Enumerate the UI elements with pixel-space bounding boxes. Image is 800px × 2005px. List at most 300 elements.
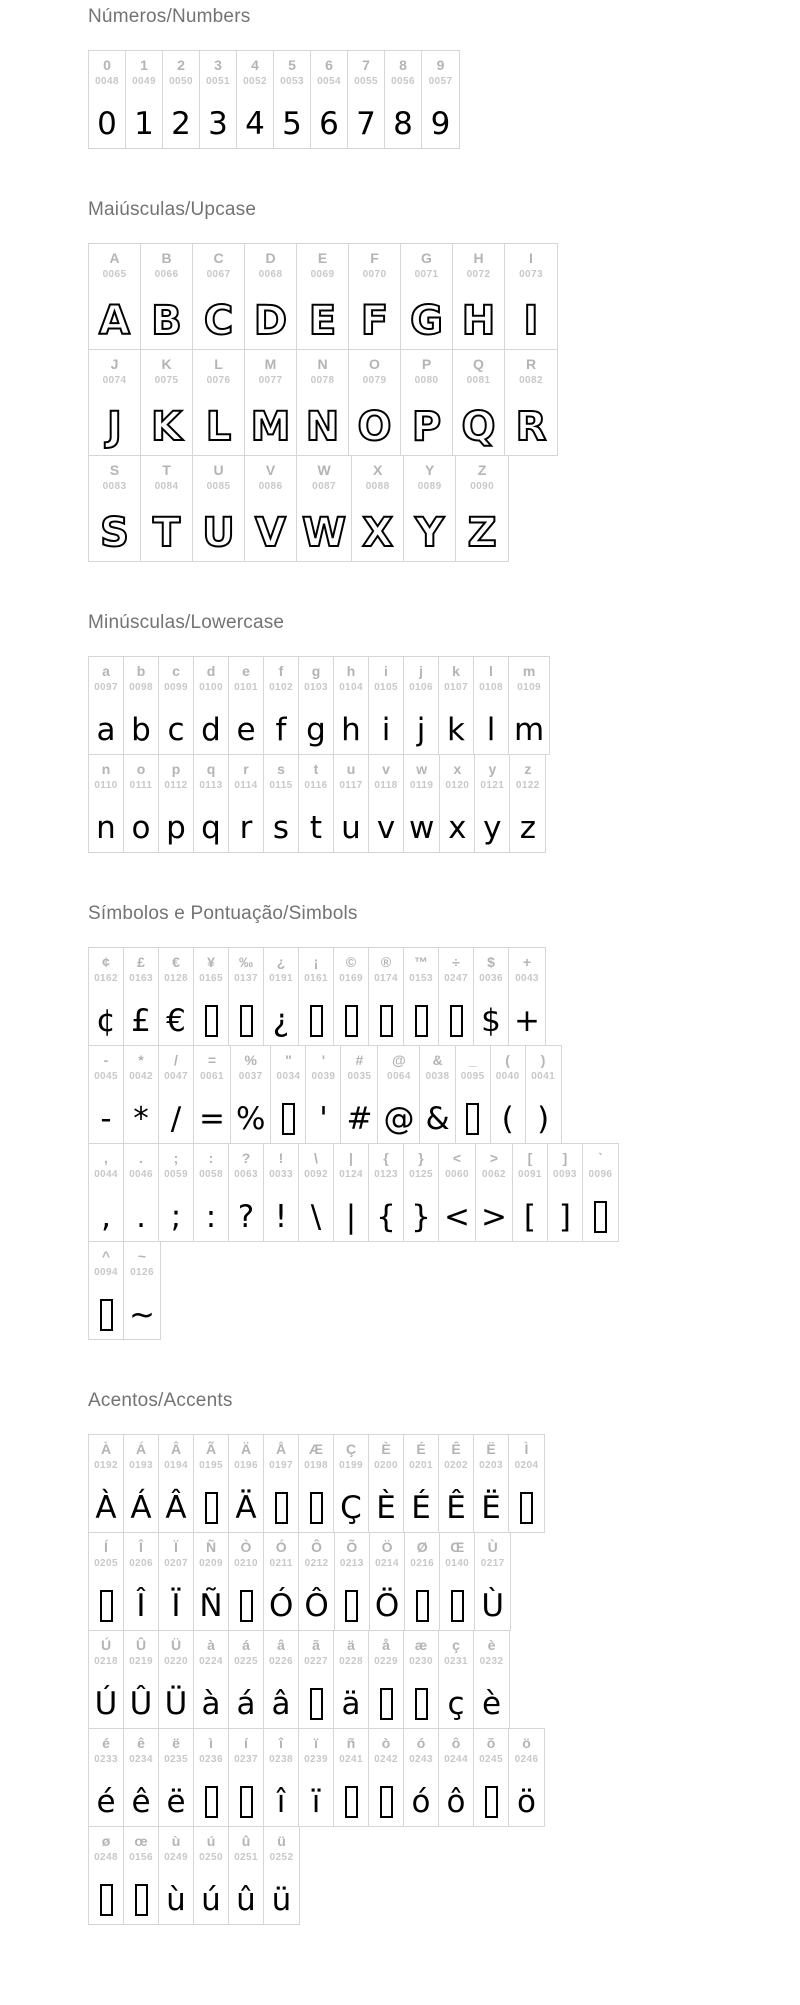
- glyph-missing: [416, 1576, 429, 1622]
- glyph: 4: [245, 106, 265, 142]
- unicode-code: 0230: [409, 1656, 433, 1667]
- missing-glyph-box: [310, 1492, 323, 1524]
- reference-char: P: [421, 356, 432, 372]
- missing-glyph-box: [451, 1590, 464, 1622]
- reference-char: G: [421, 250, 432, 266]
- unicode-code: 0209: [199, 1558, 223, 1569]
- glyph: a: [96, 712, 116, 748]
- unicode-code: 0226: [269, 1656, 293, 1667]
- glyph: n: [96, 810, 116, 846]
- glyph-cell: [509, 657, 549, 754]
- glyph-cell: [89, 1729, 124, 1826]
- glyph-cell: [299, 1533, 334, 1630]
- reference-char: [: [527, 1150, 533, 1166]
- unicode-code: 0206: [129, 1558, 153, 1569]
- reference-char: 1: [140, 57, 148, 73]
- reference-char: V: [265, 462, 276, 478]
- glyph: ï: [311, 1784, 321, 1820]
- glyph-cell: [159, 1631, 194, 1728]
- reference-char: {: [383, 1150, 389, 1166]
- glyph-cell: [89, 1144, 124, 1241]
- glyph-cell: [264, 1533, 299, 1630]
- glyph-cell: [474, 657, 509, 754]
- unicode-code: 0048: [95, 76, 119, 87]
- reference-char: ~: [137, 1248, 147, 1264]
- glyph-missing: [205, 1772, 218, 1818]
- reference-char: R: [525, 356, 537, 372]
- reference-char: õ: [486, 1735, 496, 1751]
- reference-char: Â: [170, 1441, 182, 1457]
- missing-glyph-box: [240, 1005, 253, 1037]
- glyph-cell: [348, 51, 385, 148]
- missing-glyph-box: [282, 1103, 295, 1135]
- reference-char: D: [265, 250, 276, 266]
- reference-char: ô: [451, 1735, 461, 1751]
- unicode-code: 0069: [310, 269, 335, 280]
- glyph: 0: [97, 106, 117, 142]
- reference-char: E: [317, 250, 328, 266]
- unicode-code: 0096: [588, 1169, 613, 1180]
- unicode-code: 0239: [304, 1754, 328, 1765]
- glyph-cell: [349, 244, 401, 349]
- reference-char: B: [161, 250, 172, 266]
- reference-char: œ: [134, 1833, 148, 1849]
- glyph-cell: [299, 1729, 334, 1826]
- glyph: [: [523, 1199, 537, 1235]
- unicode-code: 0237: [234, 1754, 258, 1765]
- section-accents: [88, 1390, 800, 1925]
- glyph-cell: [89, 244, 141, 349]
- unicode-code: 0203: [479, 1460, 503, 1471]
- glyph-missing: [450, 991, 463, 1037]
- unicode-code: 0108: [479, 682, 503, 693]
- missing-glyph-box: [415, 1005, 428, 1037]
- unicode-code: 0125: [409, 1169, 433, 1180]
- unicode-code: 0067: [206, 269, 231, 280]
- reference-char: å: [382, 1637, 390, 1653]
- reference-char: 6: [325, 57, 333, 73]
- glyph: b: [131, 712, 151, 748]
- glyph-cell: [474, 1435, 509, 1532]
- unicode-code: 0220: [164, 1656, 188, 1667]
- glyph-cell: [404, 755, 440, 852]
- unicode-code: 0233: [94, 1754, 118, 1765]
- reference-char: À: [100, 1441, 112, 1457]
- reference-char: <: [452, 1150, 462, 1166]
- unicode-code: 0089: [417, 481, 442, 492]
- unicode-code: 0246: [514, 1754, 539, 1765]
- glyph: Ê: [446, 1490, 466, 1526]
- glyph-cell: [194, 657, 229, 754]
- reference-char: q: [206, 761, 216, 777]
- glyph-missing: [345, 1772, 358, 1818]
- glyph-row: [88, 50, 460, 149]
- glyph: à: [201, 1686, 221, 1722]
- unicode-code: 0065: [102, 269, 127, 280]
- glyph-cell: [335, 1533, 370, 1630]
- glyph-cell: [440, 1533, 475, 1630]
- reference-char: Å: [275, 1441, 287, 1457]
- reference-char: Ù: [487, 1539, 498, 1555]
- glyph: 8: [393, 106, 413, 142]
- unicode-code: 0059: [164, 1169, 188, 1180]
- unicode-code: 0200: [374, 1460, 398, 1471]
- unicode-code: 0083: [102, 481, 127, 492]
- reference-char: €: [172, 954, 180, 970]
- unicode-code: 0216: [410, 1558, 435, 1569]
- glyph-cell: [456, 1046, 491, 1143]
- unicode-code: 0211: [269, 1558, 293, 1569]
- glyph-missing: [240, 1576, 253, 1622]
- glyph-cell: [385, 51, 422, 148]
- unicode-code: 0055: [354, 76, 378, 87]
- glyph-cell: [404, 1144, 439, 1241]
- unicode-code: 0094: [94, 1267, 118, 1278]
- reference-char: ): [540, 1052, 546, 1068]
- glyph-cell: [404, 1729, 439, 1826]
- unicode-code: 0099: [164, 682, 188, 693]
- reference-char: ¡: [313, 954, 319, 970]
- glyph: X: [362, 510, 394, 556]
- unicode-code: 0113: [199, 780, 223, 791]
- glyph: ,: [101, 1199, 111, 1235]
- unicode-code: 0036: [479, 973, 503, 984]
- glyph: M: [250, 404, 291, 450]
- glyph-cell: [264, 1827, 299, 1924]
- reference-char: #: [355, 1052, 364, 1068]
- missing-glyph-box: [240, 1590, 253, 1622]
- glyph: >: [480, 1199, 507, 1235]
- unicode-code: 0045: [94, 1071, 118, 1082]
- glyph-cell: [306, 1046, 341, 1143]
- reference-char: Œ: [450, 1539, 465, 1555]
- glyph-cell: [404, 456, 456, 561]
- reference-char: à: [207, 1637, 215, 1653]
- unicode-code: 0197: [269, 1460, 293, 1471]
- unicode-code: 0040: [495, 1071, 520, 1082]
- glyph-cell: [229, 1827, 264, 1924]
- glyph-missing: [380, 1772, 393, 1818]
- unicode-code: 0071: [414, 269, 439, 280]
- reference-char: Í: [104, 1539, 108, 1555]
- glyph-row: [88, 1826, 300, 1925]
- glyph-cell: [264, 1631, 299, 1728]
- reference-char: Ñ: [205, 1539, 217, 1555]
- glyph-cell: [297, 456, 352, 561]
- glyph-cell: [370, 1533, 405, 1630]
- unicode-code: 0225: [234, 1656, 258, 1667]
- glyph-cell: [124, 1827, 159, 1924]
- glyph: ?: [237, 1199, 255, 1235]
- glyph-cell: [159, 657, 194, 754]
- glyph: k: [447, 712, 465, 748]
- glyph: g: [306, 712, 326, 748]
- glyph: Ë: [481, 1490, 501, 1526]
- glyph: ~: [129, 1297, 155, 1333]
- reference-char: (: [505, 1052, 510, 1068]
- reference-char: U: [213, 462, 224, 478]
- glyph-cell: [349, 350, 401, 455]
- unicode-code: 0227: [304, 1656, 328, 1667]
- glyph-cell: [264, 657, 299, 754]
- glyph-missing: [345, 1576, 358, 1622]
- reference-char: ñ: [346, 1735, 356, 1751]
- reference-char: Ø: [416, 1539, 428, 1555]
- glyph: !: [274, 1199, 288, 1235]
- reference-char: &: [432, 1052, 443, 1068]
- reference-char: ö: [522, 1735, 531, 1751]
- reference-char: %: [244, 1052, 257, 1068]
- missing-glyph-box: [380, 1005, 393, 1037]
- reference-char: Ú: [100, 1637, 112, 1653]
- reference-char: +: [522, 954, 532, 970]
- unicode-code: 0123: [374, 1169, 398, 1180]
- unicode-code: 0119: [410, 780, 434, 791]
- unicode-code: 0088: [365, 481, 390, 492]
- reference-char: |: [349, 1150, 353, 1166]
- glyph-cell: [124, 948, 159, 1045]
- glyph: H: [461, 298, 496, 344]
- glyph: Û: [129, 1686, 153, 1722]
- glyph-cell: [229, 1729, 264, 1826]
- glyph-cell: [526, 1046, 561, 1143]
- glyph: |: [345, 1199, 357, 1235]
- reference-char: ;: [173, 1150, 179, 1166]
- glyph-cell: [229, 657, 264, 754]
- reference-char: L: [214, 356, 223, 372]
- unicode-code: 0052: [243, 76, 267, 87]
- glyph-cell: [159, 1729, 194, 1826]
- glyph-cell: [505, 244, 557, 349]
- glyph-cell: [193, 350, 245, 455]
- glyph-cell: [229, 948, 264, 1045]
- glyph: Î: [136, 1588, 146, 1624]
- section-numbers: [88, 6, 800, 149]
- reference-char: d: [206, 663, 216, 679]
- reference-char: -: [103, 1052, 109, 1068]
- glyph-cell: [297, 244, 349, 349]
- glyph-cell: [510, 755, 545, 852]
- reference-char: ç: [452, 1637, 460, 1653]
- glyph-cell: [264, 948, 299, 1045]
- unicode-code: 0224: [199, 1656, 223, 1667]
- glyph-cell: [352, 456, 404, 561]
- reference-char: K: [161, 356, 172, 372]
- glyph: 5: [282, 106, 302, 142]
- glyph-cell: [229, 1533, 264, 1630]
- glyph-cell: [89, 755, 124, 852]
- glyph-cell: [193, 456, 245, 561]
- reference-char: ': [321, 1052, 326, 1068]
- glyph-cell: [124, 1729, 159, 1826]
- glyph-cell: [474, 948, 509, 1045]
- reference-char: n: [101, 761, 111, 777]
- glyph: ': [319, 1101, 328, 1137]
- unicode-code: 0081: [466, 375, 491, 386]
- unicode-code: 0174: [374, 973, 398, 984]
- glyph-cell: [404, 948, 439, 1045]
- unicode-code: 0207: [164, 1558, 188, 1569]
- unicode-code: 0075: [154, 375, 179, 386]
- reference-char: @: [392, 1052, 406, 1068]
- reference-char: W: [317, 462, 331, 478]
- reference-char: ø: [101, 1833, 111, 1849]
- unicode-code: 0078: [310, 375, 335, 386]
- glyph: ô: [446, 1784, 466, 1820]
- glyph: K: [151, 404, 182, 450]
- unicode-code: 0122: [515, 780, 540, 791]
- glyph: :: [205, 1199, 217, 1235]
- reference-char: ¢: [102, 954, 110, 970]
- glyph-cell: [404, 1435, 439, 1532]
- unicode-code: 0243: [409, 1754, 433, 1765]
- reference-char: f: [278, 663, 284, 679]
- unicode-code: 0054: [317, 76, 341, 87]
- unicode-code: 0198: [304, 1460, 328, 1471]
- unicode-code: 0046: [129, 1169, 153, 1180]
- unicode-code: 0043: [515, 973, 539, 984]
- unicode-code: 0120: [445, 780, 470, 791]
- unicode-code: 0073: [519, 269, 543, 280]
- glyph-row: [88, 455, 509, 562]
- glyph-cell: [231, 1046, 271, 1143]
- glyph-cell: [194, 1046, 231, 1143]
- reference-char: È: [381, 1441, 391, 1457]
- reference-char: x: [453, 761, 462, 777]
- glyph: &: [425, 1101, 450, 1137]
- glyph: 7: [356, 106, 376, 142]
- glyph-missing: [100, 1576, 113, 1622]
- unicode-code: 0087: [312, 481, 336, 492]
- glyph: Z: [467, 510, 497, 556]
- glyph-cell: [89, 657, 124, 754]
- glyph: s: [272, 810, 290, 846]
- reference-char: Ô: [311, 1539, 323, 1555]
- unicode-code: 0092: [304, 1169, 328, 1180]
- glyph-cell: [194, 755, 229, 852]
- reference-char: i: [384, 663, 388, 679]
- reference-char: c: [172, 663, 180, 679]
- glyph-cell: [229, 1631, 264, 1728]
- reference-char: X: [372, 462, 383, 478]
- reference-char: F: [370, 250, 379, 266]
- glyph-cell: [334, 1144, 369, 1241]
- glyph: Ç: [340, 1490, 362, 1526]
- glyph: ]: [558, 1199, 572, 1235]
- glyph: ;: [170, 1199, 182, 1235]
- glyph-row: [88, 1143, 619, 1242]
- unicode-code: 0192: [94, 1460, 118, 1471]
- glyph-missing: [594, 1187, 607, 1233]
- reference-char: *: [138, 1052, 144, 1068]
- glyph-cell: [369, 657, 404, 754]
- glyph-cell: [453, 350, 505, 455]
- unicode-code: 0218: [94, 1656, 118, 1667]
- reference-char: Ê: [451, 1441, 461, 1457]
- glyph: x: [448, 810, 467, 846]
- glyph: Ü: [164, 1686, 188, 1722]
- unicode-code: 0250: [199, 1852, 223, 1863]
- unicode-code: 0057: [428, 76, 453, 87]
- glyph-cell: [404, 1631, 439, 1728]
- glyph-cell: [264, 1435, 299, 1532]
- reference-char: s: [277, 761, 285, 777]
- unicode-code: 0199: [339, 1460, 363, 1471]
- unicode-code: 0049: [132, 76, 156, 87]
- reference-char: j: [419, 663, 423, 679]
- missing-glyph-box: [450, 1005, 463, 1037]
- glyph-missing: [275, 1478, 288, 1524]
- unicode-code: 0193: [129, 1460, 153, 1471]
- glyph: ù: [166, 1882, 186, 1918]
- unicode-code: 0212: [304, 1558, 329, 1569]
- glyph: 6: [319, 106, 339, 142]
- missing-glyph-box: [135, 1884, 148, 1916]
- unicode-code: 0091: [518, 1169, 542, 1180]
- glyph-cell: [194, 1435, 229, 1532]
- glyph-row: [88, 1630, 510, 1729]
- reference-char: /: [174, 1052, 178, 1068]
- glyph-cell: [439, 1729, 474, 1826]
- reference-char: Ç: [345, 1441, 357, 1457]
- missing-glyph-box: [205, 1005, 218, 1037]
- glyph: =: [199, 1101, 225, 1137]
- glyph-cell: [193, 244, 245, 349]
- glyph-cell: [89, 350, 141, 455]
- unicode-code: 0191: [269, 973, 293, 984]
- glyph-missing: [520, 1478, 533, 1524]
- glyph-missing: [415, 1674, 428, 1720]
- glyph-cell: [369, 1729, 404, 1826]
- glyph: O: [357, 404, 392, 450]
- reference-char: l: [489, 663, 493, 679]
- unicode-code: 0245: [479, 1754, 503, 1765]
- unicode-code: 0033: [269, 1169, 293, 1180]
- reference-char: æ: [414, 1637, 428, 1653]
- glyph-cell: [299, 1435, 334, 1532]
- reference-char: ©: [345, 954, 357, 970]
- glyph-cell: [89, 1631, 124, 1728]
- glyph-cell: [271, 1046, 306, 1143]
- reference-char: r: [243, 761, 249, 777]
- reference-char: Ò: [240, 1539, 252, 1555]
- glyph: /: [170, 1101, 182, 1137]
- unicode-code: 0106: [409, 682, 433, 693]
- glyph: T: [152, 510, 181, 556]
- glyph-missing: [100, 1870, 113, 1916]
- reference-char: w: [416, 761, 428, 777]
- reference-char: á: [242, 1637, 250, 1653]
- reference-char: }: [418, 1150, 424, 1166]
- glyph: #: [346, 1101, 373, 1137]
- unicode-code: 0104: [339, 682, 363, 693]
- glyph: î: [276, 1784, 286, 1820]
- unicode-code: 0217: [480, 1558, 505, 1569]
- glyph: G: [410, 298, 443, 344]
- unicode-code: 0077: [258, 375, 283, 386]
- reference-char: b: [136, 663, 146, 679]
- glyph-cell: [509, 948, 545, 1045]
- glyph: Q: [461, 404, 496, 450]
- unicode-code: 0244: [444, 1754, 468, 1765]
- reference-char: k: [452, 663, 460, 679]
- glyph: r: [239, 810, 253, 846]
- glyph-cell: [509, 1729, 544, 1826]
- unicode-code: 0041: [531, 1071, 556, 1082]
- glyph-cell: [264, 1729, 299, 1826]
- glyph-cell: [369, 1144, 404, 1241]
- reference-char: J: [110, 356, 119, 372]
